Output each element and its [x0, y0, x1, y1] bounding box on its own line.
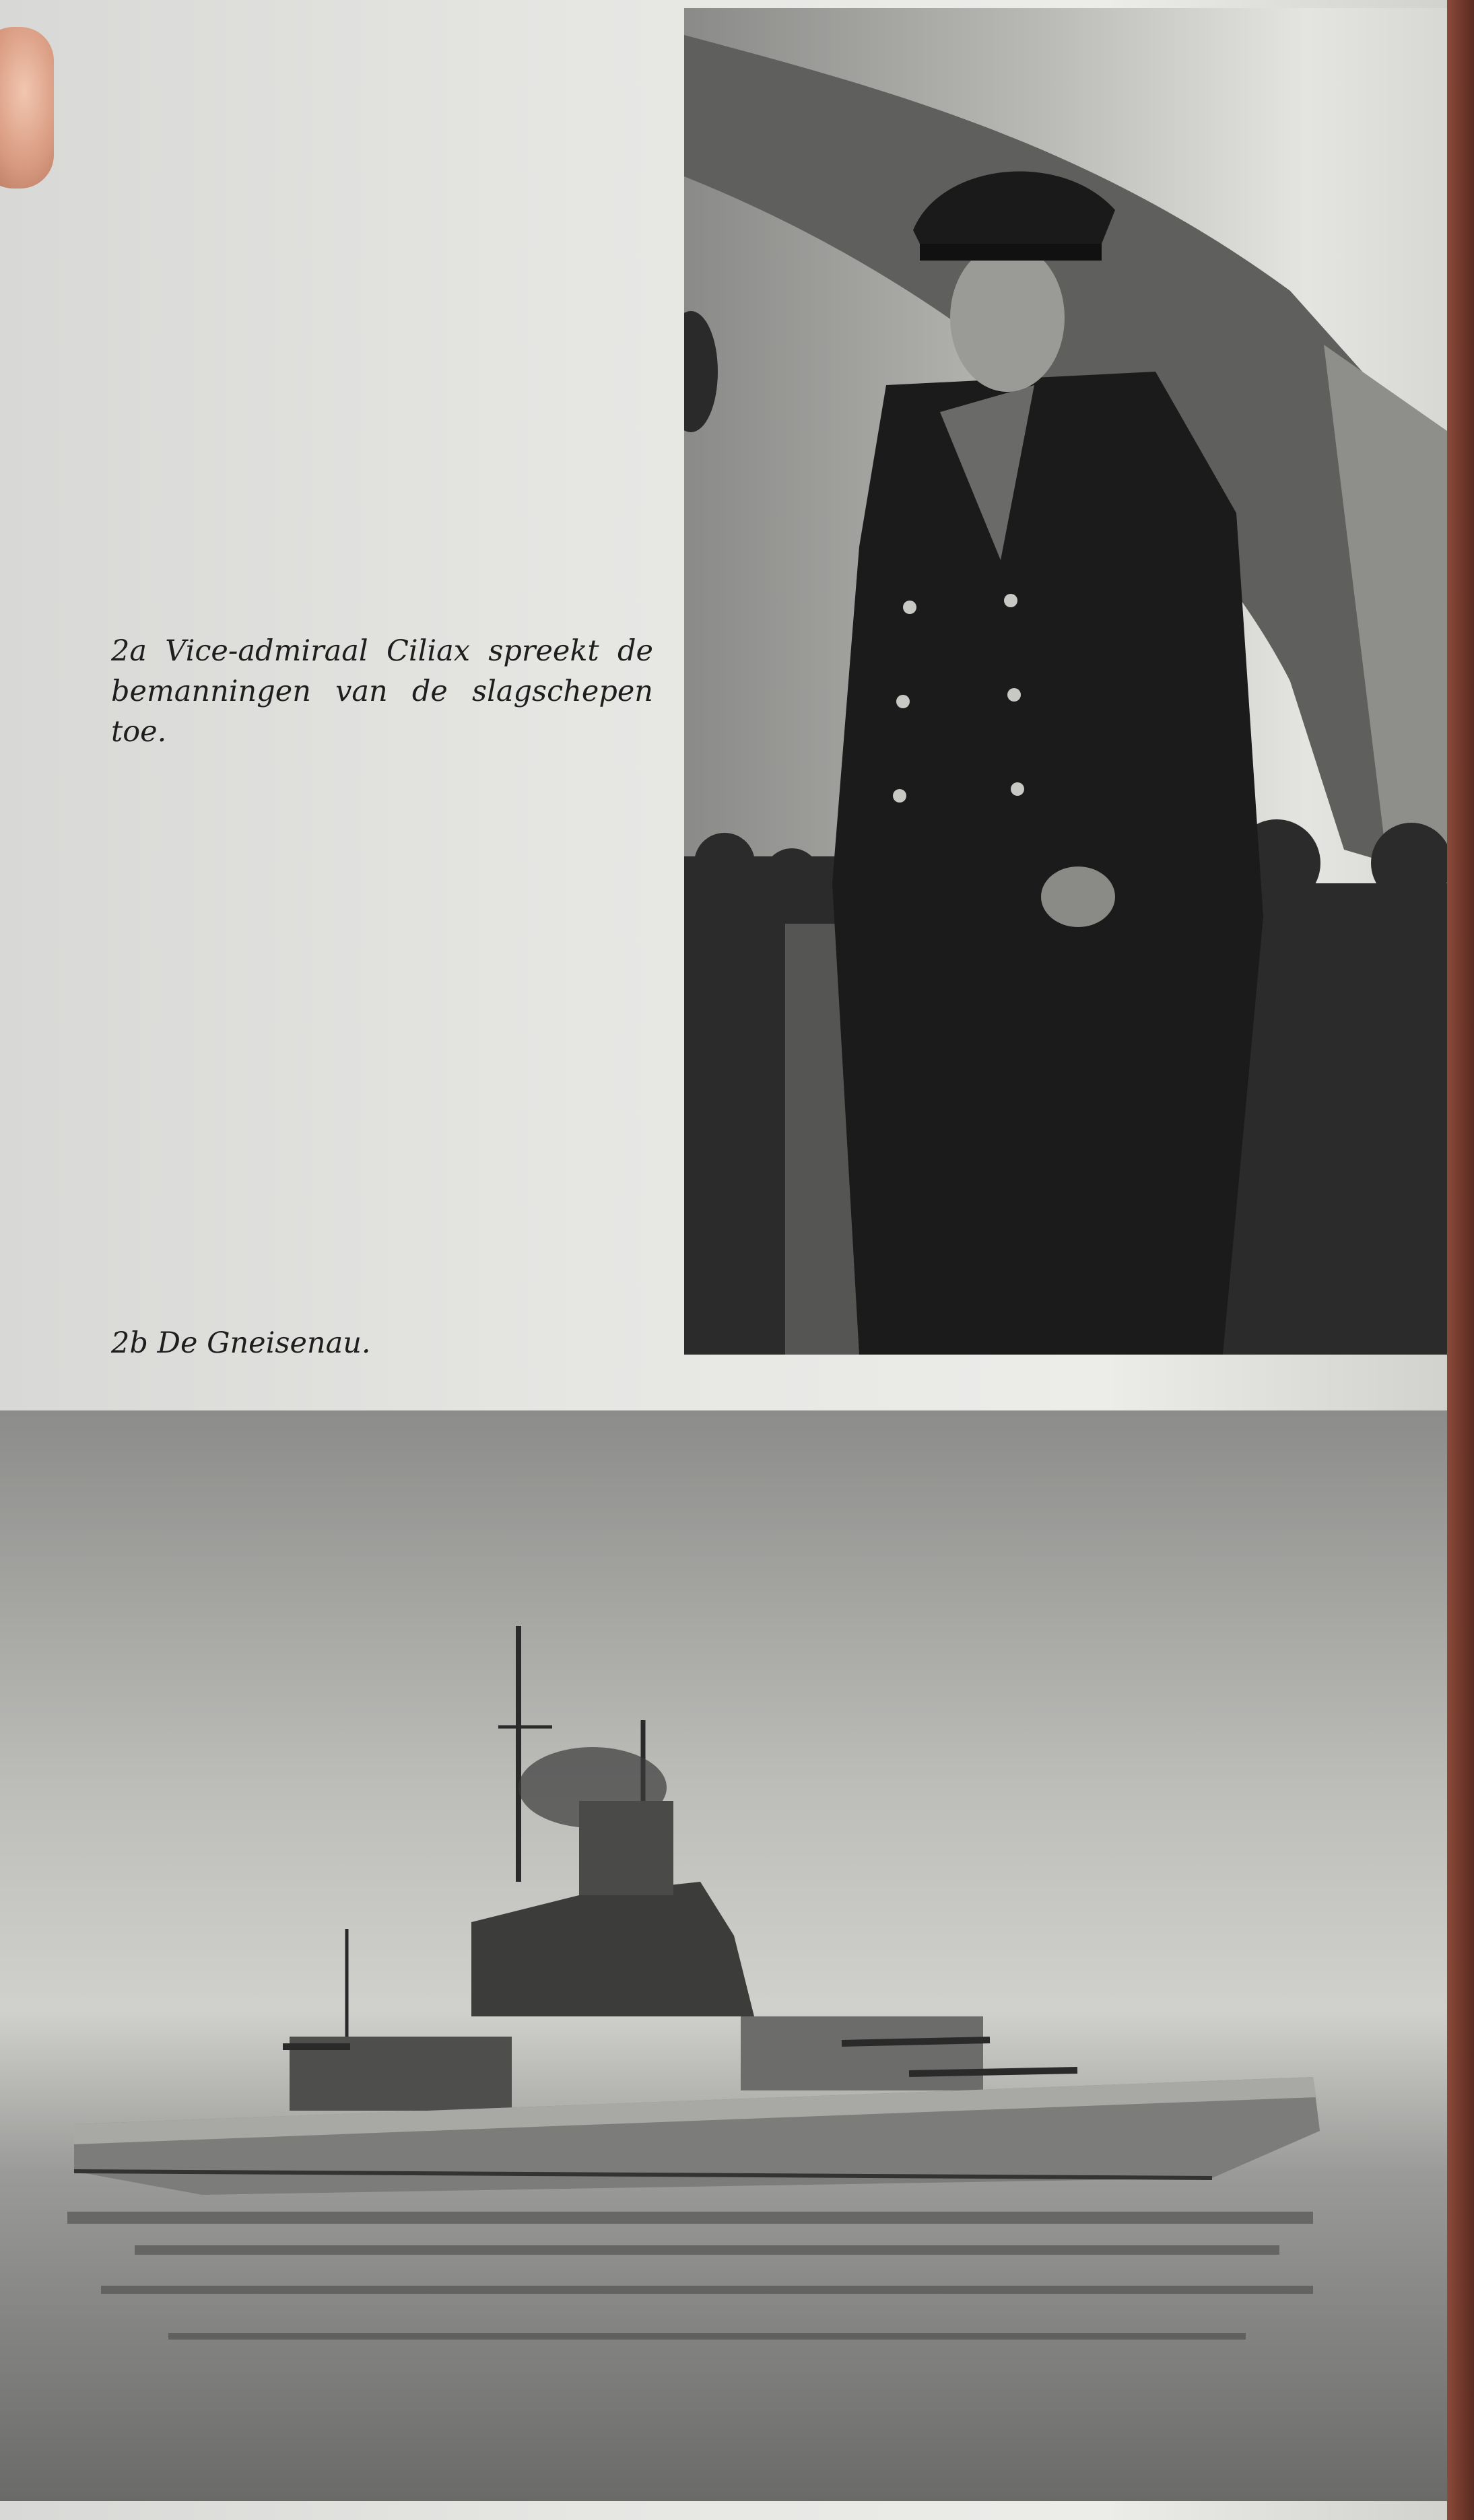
page-edge	[1447, 0, 1474, 2520]
caption-2b: 2b De Gneisenau.	[111, 1326, 371, 1360]
thumb	[0, 27, 54, 189]
photo-gneisenau	[0, 1410, 1461, 2501]
caption-2a: 2a Vice-admiraal Ciliax spreekt de bemanningen van de slagschepen toe.	[111, 634, 653, 749]
photo-vice-admiral	[684, 8, 1462, 1355]
